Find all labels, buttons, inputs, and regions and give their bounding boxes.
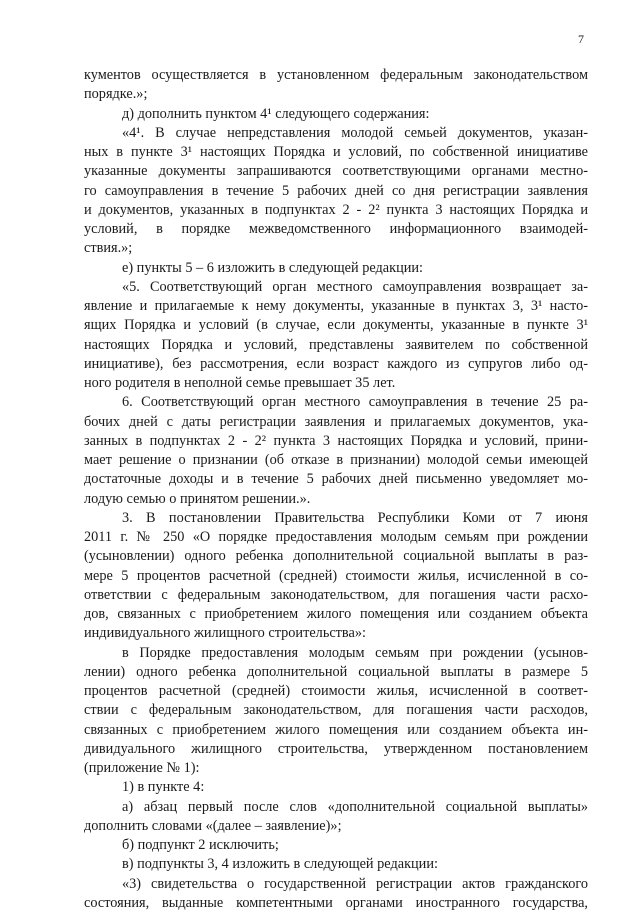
text-line: связанных с приобретением жилого помещения или созданием объекта ин- bbox=[84, 721, 588, 738]
document-body bbox=[84, 66, 588, 913]
text-line: мает решение о признании (об отказе в признании) молодой семьи имеющей bbox=[84, 452, 588, 468]
text-line: условий, в порядке межведомственного информационного взаимодей- bbox=[84, 221, 588, 237]
text-line: 1) в пункте 4: bbox=[122, 779, 205, 796]
text-line: 6. Соответствующий орган местного самоуправления в течение 25 ра- bbox=[122, 394, 588, 411]
text-line: ствии с федеральным законодательством, для погашения части расходов, bbox=[84, 702, 588, 719]
text-line: индивидуального жилищного строительства»: bbox=[84, 625, 366, 642]
text-line: 2011 г. № 250 «О порядке предоставления молодым семьям при рождении bbox=[84, 529, 588, 545]
text-line: лении) одного ребенка дополнительной социальной выплаты в размере 5 bbox=[84, 663, 588, 680]
text-line: состояния, выданные компетентными органами иностранного государства, bbox=[84, 894, 588, 911]
text-line: инициативе), без рассмотрения, если возраст каждого из супругов либо од- bbox=[84, 355, 588, 372]
text-line: а) абзац первый после слов «дополнительной социальной выплаты» bbox=[122, 798, 588, 815]
text-line: кументов осуществляется в установленном федеральным законодательством bbox=[84, 67, 588, 83]
text-line: го самоуправления в течение 5 рабочих дней со дня регистрации заявления bbox=[84, 182, 588, 199]
text-line: настоящих Порядка и условий, представлены заявителем по собственной bbox=[84, 336, 588, 353]
text-line: ных в пункте 3¹ настоящих Порядка и условий, по собственной инициативе bbox=[84, 144, 588, 160]
text-line: занных в подпунктах 2 - 2² пункта 3 настоящих Порядка и условий, прини- bbox=[84, 432, 588, 449]
text-line: дополнить словами «(далее – заявление)»; bbox=[84, 817, 342, 834]
text-line: бочих дней с даты регистрации заявления и прилагаемых документов, ука- bbox=[84, 413, 588, 430]
text-line: и документов, указанных в подпунктах 2 - 2² пункта 3 настоящих Порядка и bbox=[84, 201, 588, 218]
page-number: 7 bbox=[578, 32, 584, 46]
text-line: ного родителя в неполной семье превышает 35 лет. bbox=[84, 375, 396, 391]
text-line: в) подпункты 3, 4 изложить в следующей редакции: bbox=[122, 856, 438, 873]
text-line: д) дополнить пунктом 4¹ следующего содержания: bbox=[122, 105, 430, 122]
text-line: достаточные доходы и в течение 5 рабочих дней письменно уведомляет мо- bbox=[84, 471, 588, 488]
text-line: ящих Порядка и условий (в случае, если документы, указанные в пункте 3¹ bbox=[84, 317, 588, 334]
text-line: дов, связанных с приобретением жилого помещения или созданием объекта bbox=[84, 606, 588, 622]
text-line: (приложение № 1): bbox=[84, 760, 200, 776]
text-line: «3) свидетельства о государственной регистрации актов гражданского bbox=[122, 875, 588, 892]
text-line: (усыновлении) одного ребенка дополнительной социальной выплаты в раз- bbox=[84, 548, 588, 565]
text-line: «4¹. В случае непредставления молодой семьей документов, указан- bbox=[122, 124, 588, 141]
text-line: 3. В постановлении Правительства Республики Коми от 7 июня bbox=[122, 509, 588, 526]
text-line: ствия.»; bbox=[84, 240, 133, 257]
text-line: ответствии с федеральным законодательством, для погашения части расхо- bbox=[84, 586, 588, 603]
text-line: «5. Соответствующий орган местного самоуправления возвращает за- bbox=[122, 278, 588, 295]
text-line: указанные документы запрашиваются соответствующими органами местно- bbox=[84, 163, 588, 180]
text-line: лодую семью о принятом решении.». bbox=[84, 490, 311, 507]
text-line: мере 5 процентов расчетной (средней) стоимости жилья, исчисленной в со- bbox=[84, 567, 588, 584]
text-line: е) пункты 5 – 6 изложить в следующей редакции: bbox=[122, 259, 424, 276]
text-line: порядке.»; bbox=[84, 86, 148, 103]
text-line: в Порядке предоставления молодым семьям при рождении (усынов- bbox=[122, 644, 588, 661]
text-line: б) подпункт 2 исключить; bbox=[122, 837, 279, 853]
text-line: процентов расчетной (средней) стоимости жилья, исчисленной в соответ- bbox=[84, 683, 588, 699]
text-line: дивидуального жилищного строительства, утвержденном постановлением bbox=[84, 740, 588, 757]
text-line: явление и прилагаемые к нему документы, указанные в пунктах 3, 3¹ насто- bbox=[84, 298, 588, 314]
